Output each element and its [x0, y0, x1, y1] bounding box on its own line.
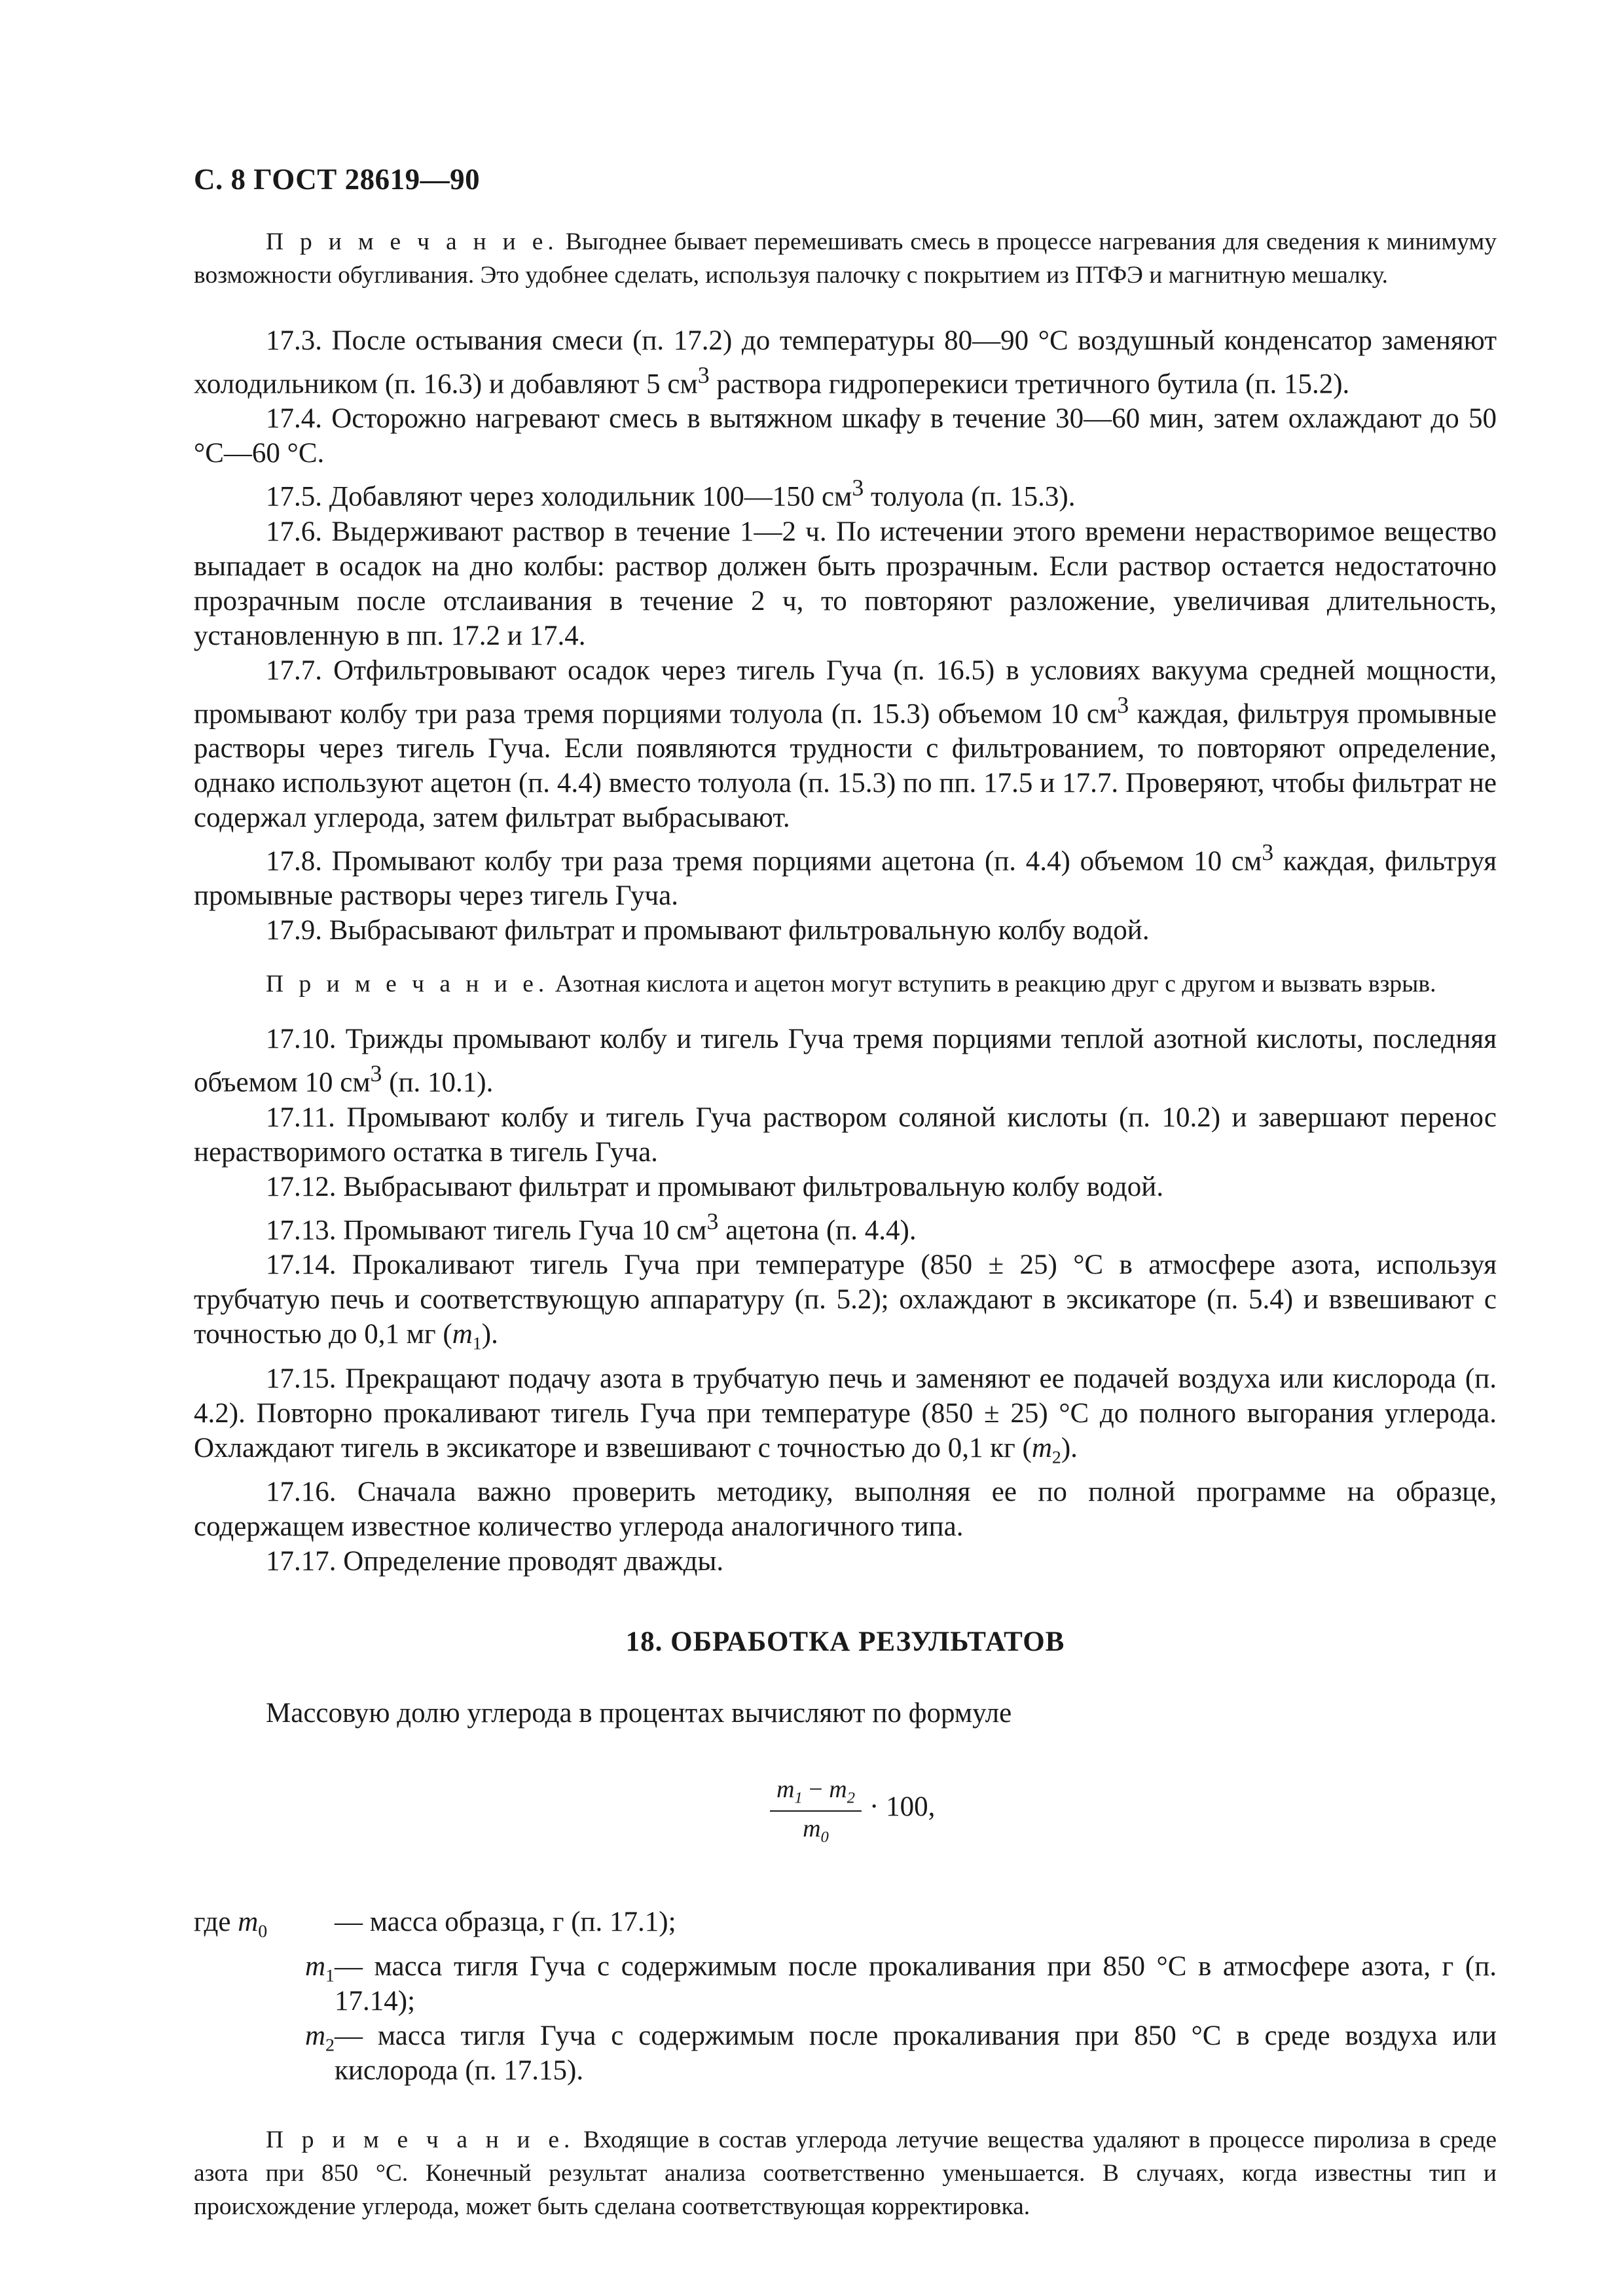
paragraph-17-7-text: 17.7. Отфильтровывают осадок через тигель Гуча (п. 16.5) в условиях вакуума средней мощности, промывают колбу три раза тремя порциями толуола (п. 15.3) объемом 10 см: [194, 655, 1497, 729]
paragraph-17-10-text: 17.10. Трижды промывают колбу и тигель Гуча тремя порциями теплой азотной кислоты, последняя объемом 10 см: [194, 1024, 1497, 1098]
note-3-text: Входящие в состав углерода летучие вещества удаляют в процессе пиролиза в среде азота при 850 °С. Конечный результат анализа соответственно уменьшается. В случаях, когда известны тип и происхождение углерода, может быть сделана соответствующая корректировка.: [194, 2126, 1497, 2220]
superscript: 3: [852, 475, 864, 501]
paragraph-17-13-text-end: ацетона (п. 4.4).: [718, 1214, 917, 1246]
formula-fraction: [770, 1775, 862, 1846]
note-label: П р и м е ч а н и е.: [266, 971, 549, 998]
paragraph-17-16: 17.16. Сначала важно проверить методику, выполняя ее по полной программе на образце, содержащем известное количество углерода аналогичного типа.: [194, 1477, 1497, 1543]
note-label: П р и м е ч а н и е.: [266, 228, 558, 255]
subscript: 2: [325, 2035, 335, 2056]
paragraph-17-13: [194, 1204, 1497, 1247]
subscript: 2: [847, 1789, 856, 1807]
formula: [194, 1775, 1497, 1873]
paragraph-17-14: [194, 1247, 1497, 1361]
paragraph-17-3: [194, 323, 1497, 401]
paragraph-17-7-text-end: каждая, фильтруя промывные растворы через тигель Гуча. Если появляются трудности с фильтрованием, то повторяют определение, однако используют ацетон (п. 4.4) вместо толуола (п. 15.3) по пп. 17.5 и 17.7. Проверяют, чтобы фильтрат не содержал углерода, затем фильтрат выбрасывают.: [194, 698, 1497, 833]
legend-key: [194, 1949, 335, 2018]
paragraph-17-17: 17.17. Определение проводят дважды.: [266, 1546, 724, 1577]
paragraph-17-15-text-end: ).: [1061, 1432, 1078, 1463]
superscript: 3: [697, 362, 710, 388]
paragraph-17-11: 17.11. Промывают колбу и тигель Гуча раствором соляной кислоты (п. 10.2) и завершают перенос нерастворимого остатка в тигель Гуча.: [194, 1102, 1497, 1168]
paragraph-17-13-text: 17.13. Промывают тигель Гуча 10 см: [266, 1214, 707, 1246]
paragraph-17-5-text: 17.5. Добавляют через холодильник 100—150 см: [266, 481, 852, 512]
note-1-text: Выгоднее бывает перемешивать смесь в процессе нагревания для сведения к минимуму возможности обугливания. Это удобнее сделать, используя палочку с покрытием из ПТФЭ и магнитную мешалку.: [194, 228, 1497, 289]
paragraph-17-15: [194, 1361, 1497, 1475]
note-2-text: Азотная кислота и ацетон могут вступить в реакцию друг с другом и вызвать взрыв.: [549, 971, 1436, 998]
superscript: 3: [706, 1208, 719, 1234]
document-body: [194, 225, 1497, 2223]
note-label: П р и м е ч а н и е.: [266, 2126, 575, 2153]
paragraph-17-10: [194, 1022, 1497, 1100]
variable: m: [829, 1776, 847, 1804]
variable: m: [304, 1950, 326, 1982]
superscript: 3: [370, 1060, 382, 1087]
legend-text: — масса образца, г (п. 17.1);: [335, 1907, 676, 1938]
variable: m: [238, 1907, 259, 1938]
variable: m: [304, 2020, 326, 2051]
paragraph-17-12: 17.12. Выбрасывают фильтрат и промывают фильтровальную колбу водой.: [266, 1171, 1164, 1202]
subscript: 0: [820, 1828, 829, 1846]
legend-row: [194, 1949, 1497, 2018]
paragraph-17-15-text: 17.15. Прекращают подачу азота в трубчатую печь и заменяют ее подачей воздуха или кислорода (п. 4.2). Повторно прокаливают тигель Гуча при температуре (850 ± 25) °С до полного выгорания углерода. Охлаждают тигель в эксикаторе и взвешивают с точностью до 0,1 кг (: [194, 1363, 1497, 1463]
variable: m: [776, 1776, 795, 1804]
subscript: 1: [794, 1789, 803, 1807]
paragraph-17-9: 17.9. Выбрасывают фильтрат и промывают фильтровальную колбу водой.: [266, 915, 1150, 946]
paragraph-17-5: [194, 471, 1497, 514]
minus-sign: −: [802, 1776, 830, 1804]
legend-row: [194, 1905, 1497, 1949]
variable: m: [803, 1814, 821, 1842]
paragraph-17-8: [194, 835, 1497, 913]
legend-row: [194, 2018, 1497, 2088]
section-title: 18. ОБРАБОТКА РЕЗУЛЬТАТОВ: [625, 1626, 1065, 1658]
paragraph-17-14-text-end: ).: [481, 1318, 498, 1350]
paragraph-17-3-text-end: раствора гидроперекиси третичного бутила (п. 15.2).: [709, 368, 1350, 400]
legend-prefix: где: [194, 1907, 238, 1938]
formula-legend: [194, 1905, 1497, 2088]
paragraph-17-14-text: 17.14. Прокаливают тигель Гуча при температуре (850 ± 25) °С в атмосфере азота, используя трубчатую печь и соответствующую аппаратуру (п. 5.2); охлаждают в эксикаторе (п. 5.4) и взвешивают с точностью до 0,1 мг (: [194, 1249, 1497, 1350]
subscript: 0: [258, 1921, 268, 1942]
subscript: 1: [472, 1333, 482, 1354]
variable: m: [452, 1318, 473, 1350]
variable: m: [1031, 1432, 1052, 1463]
formula-numerator: [770, 1775, 862, 1812]
paragraph-17-6: 17.6. Выдерживают раствор в течение 1—2 ч. По истечении этого времени нерастворимое вещество выпадает в осадок на дно колбы: раствор должен быть прозрачным. Если раствор остается недостаточно прозрачным после отслаивания в течение 2 ч, то повторяют разложение, увеличивая длительность, установленную в пп. 17.2 и 17.4.: [194, 516, 1497, 651]
subscript: 2: [1051, 1447, 1061, 1468]
legend-key: [194, 2018, 335, 2088]
legend-key: [194, 1905, 335, 1949]
paragraph-17-8-text: 17.8. Промывают колбу три раза тремя порциями ацетона (п. 4.4) объемом 10 см: [266, 846, 1262, 877]
superscript: 3: [1262, 838, 1274, 865]
page-header: С. 8 ГОСТ 28619—90: [194, 163, 481, 196]
paragraph-17-5-text-end: толуола (п. 15.3).: [864, 481, 1076, 512]
paragraph-17-7: [194, 653, 1497, 835]
note-3: [194, 2123, 1497, 2223]
legend-text: — масса тигля Гуча с содержимым после прокаливания при 850 °С в атмосфере азота, г (п. 17.14);: [335, 1950, 1497, 2017]
note-1: [194, 225, 1497, 292]
superscript: 3: [1117, 691, 1129, 718]
formula-intro: Массовую долю углерода в процентах вычисляют по формуле: [266, 1698, 1012, 1729]
note-2: [194, 967, 1497, 1001]
paragraph-17-8-text-end: каждая, фильтруя промывные растворы через тигель Гуча.: [194, 846, 1497, 912]
paragraph-17-3-text: 17.3. После остывания смеси (п. 17.2) до температуры 80—90 °С воздушный конденсатор заменяют холодильником (п. 16.3) и добавляют 5 см: [194, 325, 1497, 400]
legend-text: — масса тигля Гуча с содержимым после прокаливания при 850 °С в среде воздуха или кислорода (п. 17.15).: [335, 2020, 1497, 2086]
formula-multiplier: · 100,: [869, 1791, 936, 1823]
paragraph-17-10-text-end: (п. 10.1).: [382, 1067, 494, 1098]
subscript: 1: [325, 1965, 335, 1986]
paragraph-17-4: 17.4. Осторожно нагревают смесь в вытяжном шкафу в течение 30—60 мин, затем охлаждают до 50 °С—60 °С.: [194, 403, 1497, 469]
formula-denominator: [770, 1812, 862, 1847]
